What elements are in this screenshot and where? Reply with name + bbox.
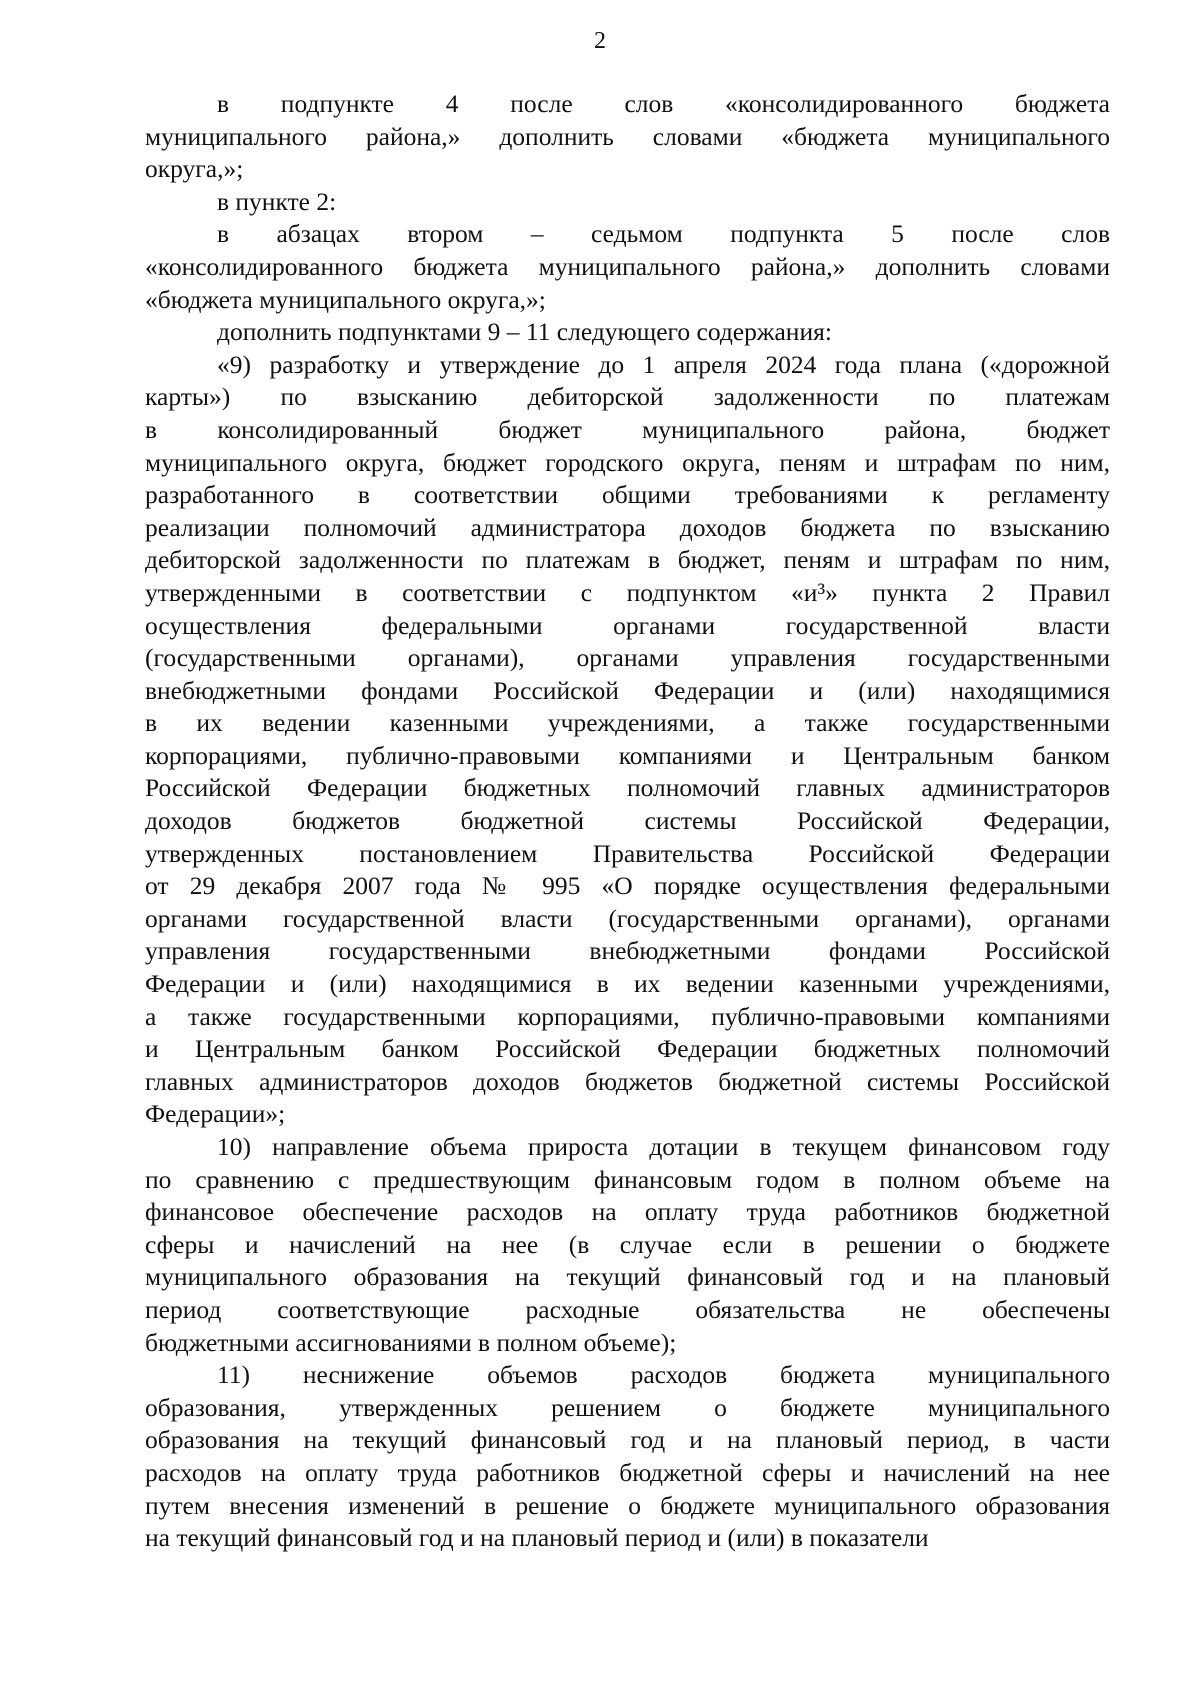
text-line: период соответствующие расходные обязательства не обеспечены [145,1294,1110,1324]
page-number: 2 [594,28,606,54]
text-line: «бюджета муниципального округа,»; [145,284,546,314]
text-line: муниципального образования на текущий финансовый год и на плановый [145,1262,1110,1292]
text-line: органами государственной власти (государственными органами), органами [145,903,1110,933]
text-line: «консолидированного бюджета муниципального района,» дополнить словами [145,251,1110,281]
text-line: в подпункте 4 после слов «консолидированного бюджета [217,89,1110,118]
paragraph [145,316,1110,349]
paragraph [145,88,1110,186]
text-line: «9) разработку и утверждение до 1 апреля 2024 года плана («дорожной [217,349,1110,379]
text-line: сферы и начислений на нее (в случае если в решении о бюджете [145,1229,1110,1259]
text-line: Российской Федерации бюджетных полномочий главных администраторов [145,773,1110,803]
text-line: в их ведении казенными учреждениями, а также государственными [145,708,1110,738]
text-line: в абзацах втором – седьмом подпункта 5 после слов [217,219,1110,249]
text-line: путем внесения изменений в решение о бюджете муниципального образования [145,1490,1110,1520]
text-line: реализации полномочий администратора доходов бюджета по взысканию [145,512,1110,542]
text-line: утвержденных постановлением Правительства Российской Федерации [145,838,1110,868]
text-line: в консолидированный бюджет муниципального района, бюджет [145,414,1110,444]
paragraph [145,1131,1110,1359]
text-line: главных администраторов доходов бюджетов бюджетной системы Российской [145,1066,1110,1096]
text-line: дебиторской задолженности по платежам в бюджет, пеням и штрафам по ним, [145,545,1110,575]
text-line: округа,»; [145,154,244,184]
text-line: 11) неснижение объемов расходов бюджета муниципального [217,1360,1110,1390]
text-line: расходов на оплату труда работников бюджетной сферы и начислений на нее [145,1457,1110,1487]
text-line: образования на текущий финансовый год и на плановый период, в части [145,1425,1110,1455]
text-line: утвержденными в соответствии с подпунктом «и³» пункта 2 Правил [145,577,1110,607]
text-line: доходов бюджетов бюджетной системы Российской Федерации, [145,806,1110,836]
paragraph [145,349,1110,1131]
text-line: Федерации»; [145,1099,286,1129]
text-line: карты») по взысканию дебиторской задолженности по платежам [145,382,1110,412]
document-body [145,88,1110,1555]
text-line: 10) направление объема прироста дотации в текущем финансовом году [217,1132,1110,1161]
paragraph [145,218,1110,316]
text-line: по сравнению с предшествующим финансовым годом в полном объеме на [145,1164,1110,1194]
paragraph [145,186,1110,219]
text-line: внебюджетными фондами Российской Федерации и (или) находящимися [145,675,1110,705]
text-line: финансовое обеспечение расходов на оплату труда работников бюджетной [145,1197,1110,1227]
text-line: а также государственными корпорациями, публично-правовыми компаниями [145,1001,1110,1031]
text-line: муниципального района,» дополнить словами «бюджета муниципального [145,121,1110,151]
text-line: муниципального округа, бюджет городского округа, пеням и штрафам по ним, [145,447,1110,477]
text-line: Федерации и (или) находящимися в их ведении казенными учреждениями, [145,969,1110,999]
text-line: корпорациями, публично-правовыми компаниями и Центральным банком [145,740,1110,770]
text-line: бюджетными ассигнованиями в полном объеме); [145,1327,677,1357]
text-line: разработанного в соответствии общими требованиями к регламенту [145,480,1110,510]
text-line: в пункте 2: [217,186,337,216]
text-line: образования, утвержденных решением о бюджете муниципального [145,1392,1110,1422]
text-line: осуществления федеральными органами государственной власти [145,610,1110,640]
text-line: управления государственными внебюджетными фондами Российской [145,936,1110,966]
text-line: от 29 декабря 2007 года № 995 «О порядке осуществления федеральными [145,871,1110,901]
text-line: на текущий финансовый год и на плановый период и (или) в показатели [145,1523,929,1553]
text-line: и Центральным банком Российской Федерации бюджетных полномочий [145,1034,1110,1064]
paragraph [145,1359,1110,1555]
text-line: (государственными органами), органами управления государственными [145,643,1110,673]
text-line: дополнить подпунктами 9 – 11 следующего содержания: [217,317,832,347]
